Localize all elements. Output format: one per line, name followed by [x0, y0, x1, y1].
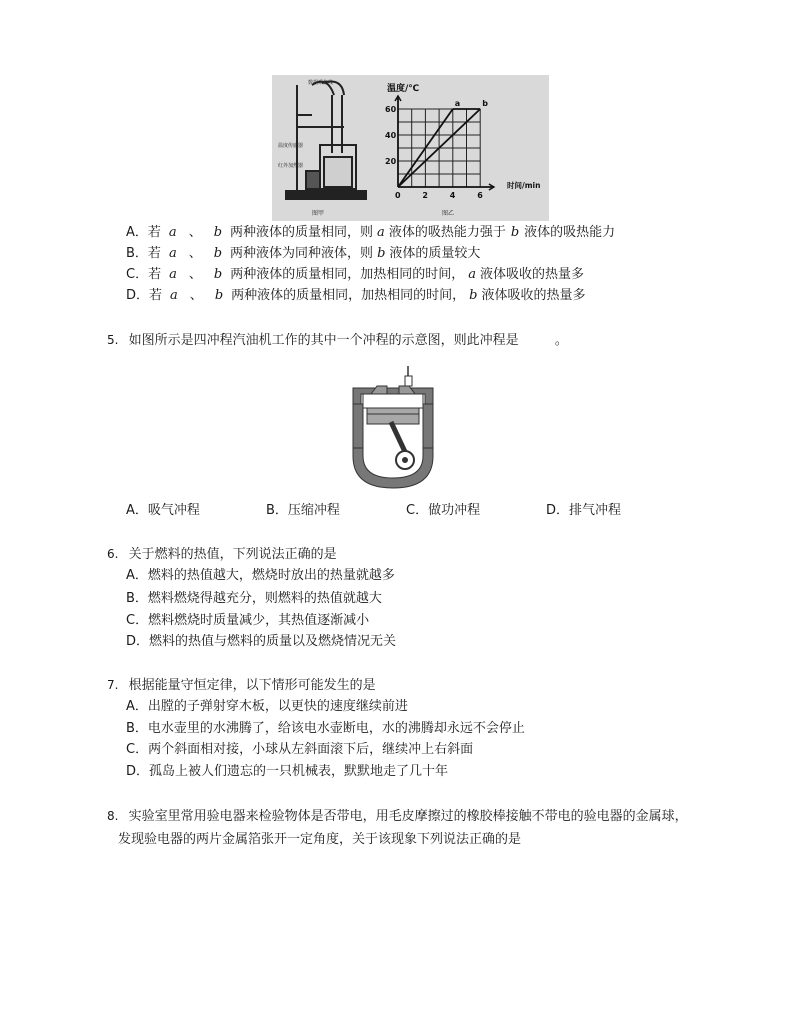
caption-right: 图乙 [442, 210, 455, 217]
q6-number: 6. [107, 547, 119, 561]
q4-option-v1: b [377, 246, 386, 261]
caption-left: 图甲 [312, 210, 325, 217]
q6-stem-text: 关于燃料的热值，下列说法正确的是 [128, 547, 337, 562]
series-label-b: b [482, 99, 488, 108]
q4-option-sep: 、 [189, 288, 203, 303]
q4-option-letter: A． [126, 225, 148, 240]
q6-stem [107, 545, 337, 564]
q4-option-t1: 液体的质量较大 [389, 246, 481, 261]
q4-option-v1: a [468, 267, 476, 282]
temperature-graph [385, 96, 494, 200]
q4-option-pre: 若 [149, 288, 163, 303]
q4-option-b: b [214, 288, 224, 303]
q4-option-b: b [213, 225, 223, 240]
q7-option: A．出膛的子弹射穿木板，以更快的速度继续前进 [126, 699, 408, 714]
q7-number: 7. [107, 678, 119, 692]
q7-stem-text: 根据能量守恒定律，以下情形可能发生的是 [128, 678, 376, 693]
q4-option-v1: b [469, 288, 478, 303]
y-tick-label: 60 [385, 105, 397, 114]
q8-stem-line-1 [107, 807, 688, 826]
q6-option: B．燃料燃烧得越充分，则燃料的热值就越大 [126, 591, 382, 606]
y-tick-label: 20 [385, 157, 397, 166]
q4-option-sep: 、 [188, 225, 202, 240]
q7-option: D．孤岛上被人们遗忘的一只机械表，默默地走了几十年 [126, 764, 449, 779]
q4-option-mid: 两种液体的质量相同，则 [230, 225, 374, 240]
q4-option-a: a [169, 267, 177, 282]
apparatus-label-2: 温度传感器 [278, 143, 304, 149]
q7-option: B．电水壶里的水沸腾了，给该电水壶断电，水的沸腾却永远不会停止 [126, 721, 525, 736]
engine-drawing [345, 364, 441, 490]
q8-stem-line-2: 发现验电器的两片金属箔张开一定角度，关于该现象下列说法正确的是 [118, 832, 522, 847]
q4-option-a: a [168, 246, 177, 261]
q6-option: A．燃料的热值越大，燃烧时放出的热量就越多 [126, 568, 395, 583]
q6-option: C．燃料燃烧时质量减少，其热值逐渐减小 [126, 613, 370, 628]
q5-stem-end: 。 [554, 333, 568, 348]
q6-option: D．燃料的热值与燃料的质量以及燃烧情况无关 [126, 634, 397, 649]
q4-option-letter: D． [126, 288, 150, 303]
graph-x-label: 时间/min [507, 181, 541, 190]
heating-apparatus [286, 82, 366, 200]
q7-option: C．两个斜面相对接，小球从左斜面滚下后，继续冲上右斜面 [126, 742, 474, 757]
x-tick-label: 0 [395, 191, 401, 200]
apparatus-label-1: 数据采集线 [308, 80, 334, 86]
q4-option [126, 266, 594, 284]
q4-option [126, 287, 596, 305]
q4-option-sep: 、 [188, 246, 202, 261]
q4-option-letter: C． [126, 267, 149, 282]
engine-figure [345, 364, 441, 490]
apparatus-label-3: 红外加热器 [278, 163, 304, 169]
q4-option-mid: 两种液体的质量相同，加热相同的时间， [230, 267, 465, 282]
q8-stem-text-1: 实验室里常用验电器来检验物体是否带电，用毛皮摩擦过的橡胶棒接触不带电的验电器的金属球， [128, 809, 688, 824]
series-label-a: a [454, 99, 461, 108]
q4-figure-drawing [272, 75, 549, 221]
q5-option: A．吸气冲程 [126, 503, 200, 518]
q4-option-t1: 液体吸收的热量多 [479, 267, 584, 282]
q5-option: C．做功冲程 [406, 503, 481, 518]
q4-option-letter: B． [126, 246, 148, 261]
x-tick-label: 2 [422, 191, 428, 200]
q4-option-mid: 两种液体的质量相同，加热相同的时间， [231, 288, 466, 303]
q4-figure [272, 75, 549, 221]
q4-option-pre: 若 [147, 225, 161, 240]
q4-option [126, 245, 490, 263]
q5-option: D．排气冲程 [546, 503, 622, 518]
q4-option-t1: 液体的吸热能力强于 [388, 225, 506, 240]
q7-stem [107, 676, 376, 695]
q4-option-pre: 若 [148, 267, 162, 282]
q4-option-t1: 液体吸收的热量多 [481, 288, 586, 303]
q4-option-mid: 两种液体为同种液体，则 [230, 246, 374, 261]
q4-option-a: a [168, 225, 177, 240]
q4-option [126, 224, 615, 242]
q5-stem-text: 如图所示是四冲程汽油机工作的其中一个冲程的示意图，则此冲程是 [128, 333, 519, 348]
q4-option-a: a [170, 288, 178, 303]
y-tick-label: 40 [385, 131, 397, 140]
graph-y-label: 温度/℃ [387, 84, 420, 94]
q4-option-b: b [213, 246, 223, 261]
q5-stem [107, 331, 568, 350]
q4-option-t2: 液体的吸热能力 [524, 225, 616, 240]
q4-option-pre: 若 [147, 246, 161, 261]
q5-number: 5. [107, 333, 119, 347]
q4-option-v1: a [377, 225, 385, 240]
x-tick-label: 4 [449, 191, 456, 200]
q4-option-v2: b [510, 225, 520, 240]
q8-number: 8. [107, 809, 119, 823]
q4-option-b: b [213, 267, 223, 282]
q5-option: B．压缩冲程 [266, 503, 340, 518]
q4-option-sep: 、 [188, 267, 202, 282]
x-tick-label: 6 [477, 191, 483, 200]
